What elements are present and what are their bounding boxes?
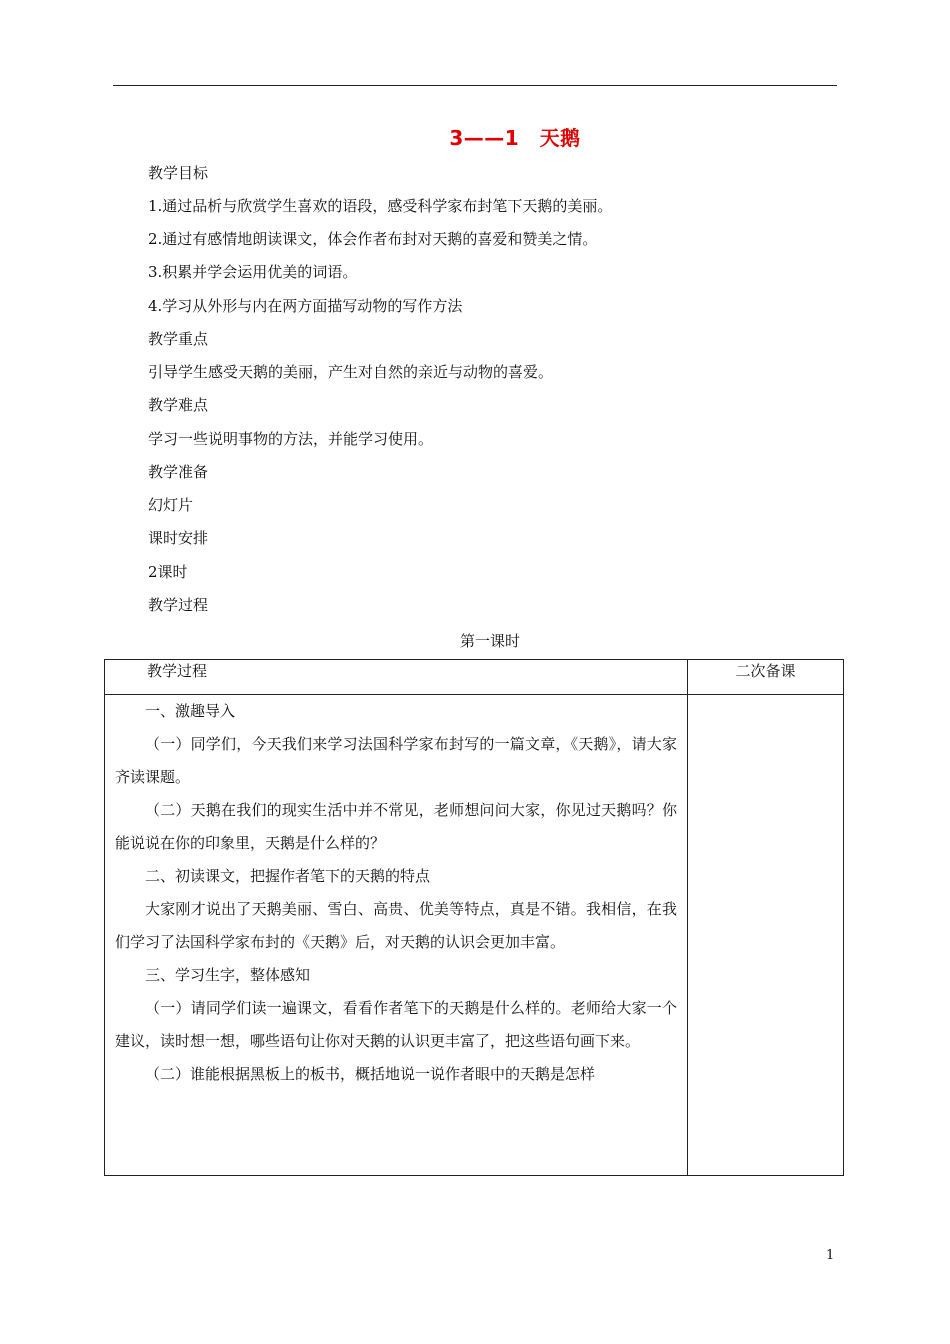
table-paragraph: 三、学习生字，整体感知 xyxy=(145,966,311,984)
schedule-text: 2课时 xyxy=(148,563,188,581)
second-preparation-cell xyxy=(688,695,844,1176)
section-heading-process: 教学过程 xyxy=(148,596,209,614)
table-paragraph: 大家刚才说出了天鹅美丽、雪白、高贵、优美等特点，真是不错。我相信，在我们学习了法国科学家布封的《天鹅》后，对天鹅的认识会更加丰富。 xyxy=(115,900,677,951)
section-heading-preparation: 教学准备 xyxy=(148,463,209,481)
section-heading-difficulties: 教学难点 xyxy=(148,396,209,414)
objective-3: 3.积累并学会运用优美的词语。 xyxy=(148,263,358,281)
table-paragraph: （二）天鹅在我们的现实生活中并不常见，老师想问问大家，你见过天鹅吗？你能说说在你的印象里，天鹅是什么样的？ xyxy=(115,801,677,852)
table-paragraph: 一、激趣导入 xyxy=(145,702,236,720)
page-number: 1 xyxy=(826,1248,835,1263)
difficulties-text: 学习一些说明事物的方法，并能学习使用。 xyxy=(148,430,434,448)
table-paragraph: （二）谁能根据黑板上的板书，概括地说一说作者眼中的天鹅是怎样 xyxy=(145,1065,596,1083)
preparation-text: 幻灯片 xyxy=(148,496,194,514)
page-title: 3——1 天鹅 xyxy=(449,126,581,150)
objective-4: 4.学习从外形与内在两方面描写动物的写作方法 xyxy=(148,297,463,315)
lesson-label: 第一课时 xyxy=(459,632,520,650)
table-header-row xyxy=(105,660,844,695)
table-body-row xyxy=(105,695,844,1176)
section-heading-key-points: 教学重点 xyxy=(148,330,209,348)
teaching-process-cell xyxy=(105,695,688,1176)
teaching-plan-table xyxy=(104,659,844,1176)
objective-2: 2.通过有感情地朗读课文，体会作者布封对天鹅的喜爱和赞美之情。 xyxy=(148,230,598,248)
section-heading-objectives: 教学目标 xyxy=(148,164,209,182)
header-teaching-process: 教学过程 xyxy=(105,660,688,695)
header-rule xyxy=(113,85,837,86)
objective-1: 1.通过品析与欣赏学生喜欢的语段，感受科学家布封笔下天鹅的美丽。 xyxy=(148,197,613,215)
table-paragraph: （一）请同学们读一遍课文，看看作者笔下的天鹅是什么样的。老师给大家一个建议，读时想一想，哪些语句让你对天鹅的认识更丰富了，把这些语句画下来。 xyxy=(115,999,677,1050)
key-points-text: 引导学生感受天鹅的美丽，产生对自然的亲近与动物的喜爱。 xyxy=(148,363,554,381)
header-second-preparation: 二次备课 xyxy=(688,660,844,695)
section-heading-schedule: 课时安排 xyxy=(148,529,209,547)
table-paragraph: （一）同学们，今天我们来学习法国科学家布封写的一篇文章，《天鹅》，请大家齐读课题。 xyxy=(115,735,677,786)
table-paragraph: 二、初读课文，把握作者笔下的天鹅的特点 xyxy=(145,867,431,885)
